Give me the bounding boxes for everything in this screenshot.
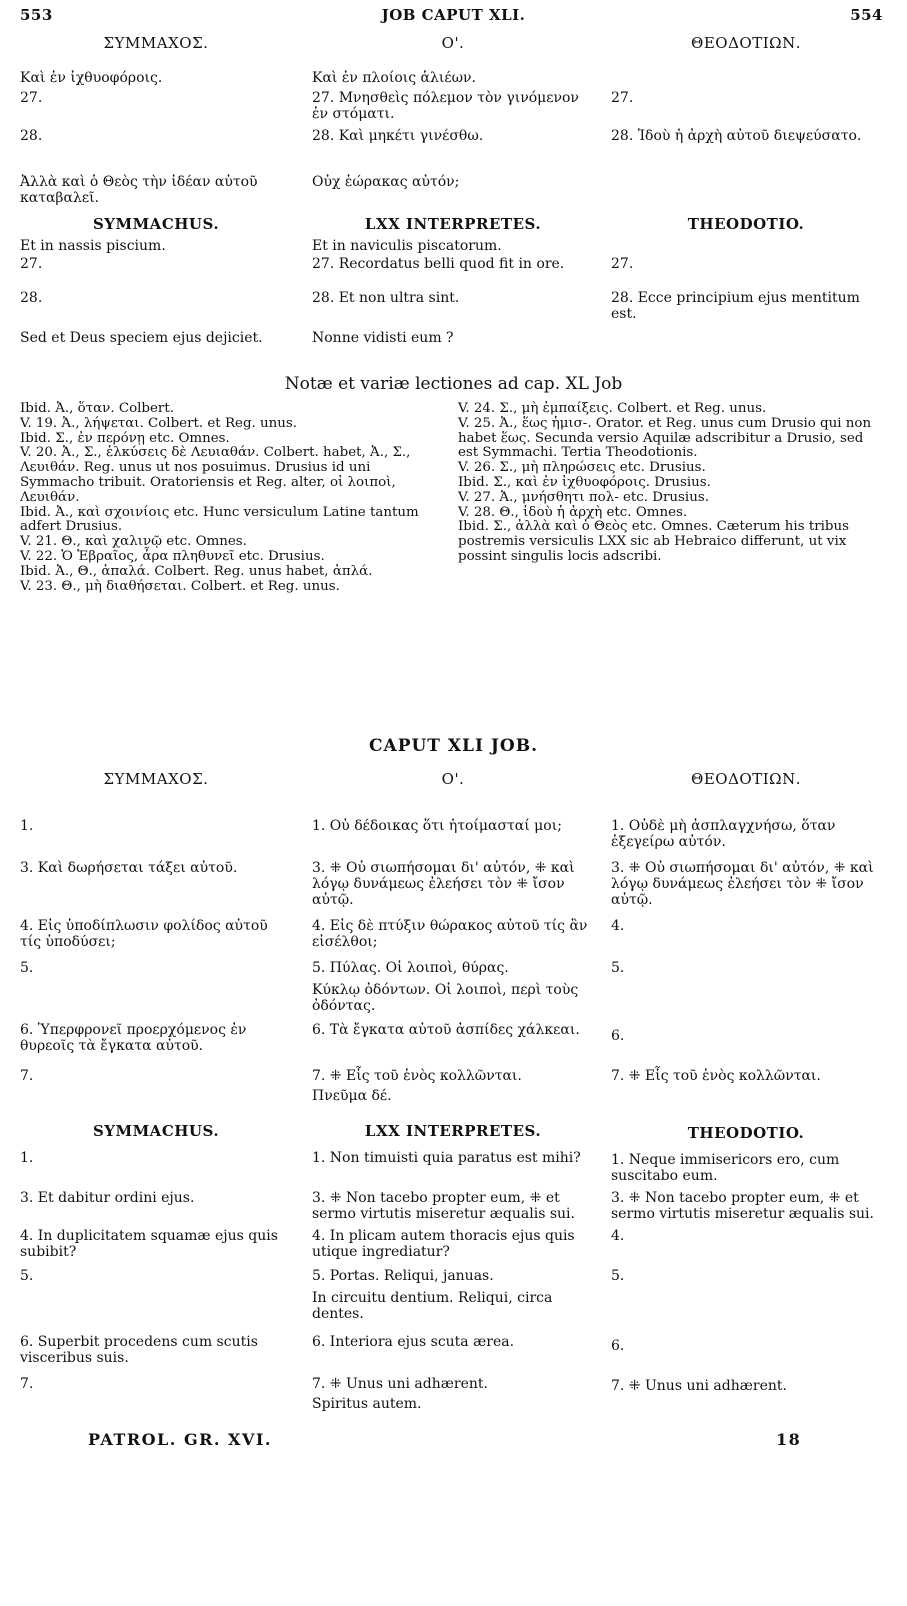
latin-verse: 7. [20, 1376, 34, 1392]
latin-verse: 27. [611, 256, 634, 272]
greek-verse: Καὶ ἐν πλοίοις ἁλιέων. [312, 70, 476, 86]
footer-sheet-number: 18 [776, 1430, 802, 1449]
latin-verse: Spiritus autem. [312, 1396, 422, 1412]
greek-verse: 27. [611, 90, 634, 106]
greek-verse: 7. ⁜ Εἷς τοῦ ἑνὸς κολλῶνται. [611, 1068, 821, 1084]
latin-verse: 4. [611, 1228, 625, 1244]
note-item: V. 27. Ἀ., μνήσθητι πολ- etc. Drusius. [458, 489, 709, 505]
greek-verse: 1. Οὐ δέδοικας ὅτι ἡτοίμασταί μοι; [312, 818, 562, 834]
latin-verse: 4. In plicam autem thoracis ejus quis utique ingrediatur? [312, 1228, 575, 1260]
latin-verse: 5. [611, 1268, 625, 1284]
greek-verse: 3. ⁜ Οὐ σιωπήσομαι δι' αὐτόν, ⁜ καὶ λόγῳ δυνάμεως ἐλεήσει τὸν ⁜ ἴσον αὐτῷ. [611, 860, 874, 908]
greek-verse: 4. [611, 918, 625, 934]
greek-verse: 27. [20, 90, 43, 106]
greek-verse: 5. [611, 960, 625, 976]
page-number-right: 554 [850, 6, 883, 24]
greek-verse: 3. ⁜ Οὐ σιωπήσομαι δι' αὐτόν, ⁜ καὶ λόγῳ δυνάμεως ἐλεήσει τὸν ⁜ ἴσον αὐτῷ. [312, 860, 575, 908]
latin-head-lxx: LXX INTERPRETES. [364, 215, 542, 233]
greek-verse: 28. Ἰδοὺ ἡ ἀρχὴ αὐτοῦ διεψεύσατο. [611, 128, 862, 144]
note-item: V. 19. Ἀ., λήψεται. Colbert. et Reg. unus. [20, 415, 298, 431]
latin-verse: 7. ⁜ Unus uni adhærent. [312, 1376, 488, 1392]
latin-verse: 4. In duplicitatem squamæ ejus quis subibit? [20, 1228, 278, 1260]
latin-verse: 28. [20, 290, 43, 306]
greek-verse: 1. [20, 818, 34, 834]
note-item: V. 28. Θ., ἰδοὺ ἡ ἀρχὴ etc. Omnes. [458, 504, 688, 520]
note-item: V. 26. Σ., μὴ πληρώσεις etc. Drusius. [458, 460, 706, 476]
notes-right-column [458, 402, 878, 565]
latin-verse: 27. Recordatus belli quod fit in ore. [312, 256, 565, 272]
note-item: Ibid. Σ., καὶ ἐν ἰχθυοφόροις. Drusius. [458, 474, 711, 490]
latin-verse: 6. [611, 1338, 625, 1354]
latin-verse: 3. ⁜ Non tacebo propter eum, ⁜ et sermo virtutis miseretur æqualis sui. [312, 1190, 575, 1222]
running-title: JOB CAPUT XLI. [381, 6, 526, 24]
note-item: Ibid. Ἀ., καὶ σχοινίοις etc. Hunc versiculum Latine tantum adfert Drusius. [20, 504, 419, 535]
note-item: Ibid. Σ., ἐν περόνῃ etc. Omnes. [20, 430, 230, 446]
greek-verse: 7. [20, 1068, 34, 1084]
greek-head-lxx: Ο'. [441, 34, 465, 52]
greek-verse: 4. Εἰς ὑποδίπλωσιν φολίδος αὐτοῦ τίς ὑποδύσει; [20, 918, 268, 950]
greek-verse: 27. Μνησθεὶς πόλεμον τὸν γινόμενον ἐν στόματι. [312, 90, 579, 122]
greek-verse: 6. Τὰ ἔγκατα αὐτοῦ ἀσπίδες χάλκεαι. [312, 1022, 580, 1038]
greek-verse: 6. [611, 1028, 625, 1044]
greek-verse: 4. Εἰς δὲ πτύξιν θώρακος αὐτοῦ τίς ἂν εἰσέλθοι; [312, 918, 588, 950]
page-number-left: 553 [20, 6, 53, 24]
note-item: V. 25. Ἀ., ἕως ἡμισ-. Orator. et Reg. unus cum Drusio qui non habet ἕως. Secunda versio Aquilæ adscribitur a Drusio, sed est Symmachi. Tertia Theodotionis. [458, 415, 872, 461]
greek-verse: 5. [20, 960, 34, 976]
latin-verse: 1. Non timuisti quia paratus est mihi? [312, 1150, 581, 1166]
latin-head-symmachus: SYMMACHUS. [92, 215, 220, 233]
note-item: Ibid. Ἀ., ὅταν. Colbert. [20, 401, 174, 416]
latin-verse: 28. Et non ultra sint. [312, 290, 460, 306]
latin-verse: In circuitu dentium. Reliqui, circa dentes. [312, 1290, 553, 1322]
latin-head-lxx: LXX INTERPRETES. [364, 1122, 542, 1140]
greek-head-symmachus: ΣΥΜΜΑΧΟΣ. [103, 770, 209, 788]
latin-verse: 5. Portas. Reliqui, januas. [312, 1268, 494, 1284]
latin-verse: Et in naviculis piscatorum. [312, 238, 502, 254]
latin-head-symmachus: SYMMACHUS. [92, 1122, 220, 1140]
note-item: V. 23. Θ., μὴ διαθήσεται. Colbert. et Reg. unus. [20, 578, 340, 594]
greek-verse: Ἀλλὰ καὶ ὁ Θεὸς τὴν ἰδέαν αὐτοῦ καταβαλεῖ. [20, 174, 258, 206]
latin-verse: Nonne vidisti eum ? [312, 330, 454, 346]
note-item: V. 24. Σ., μὴ ἐμπαίξεις. Colbert. et Reg. unus. [458, 401, 767, 416]
greek-head-lxx: Ο'. [441, 770, 465, 788]
latin-verse: 5. [20, 1268, 34, 1284]
greek-verse: Καὶ ἐν ἰχθυοφόροις. [20, 70, 163, 86]
latin-verse: 7. ⁜ Unus uni adhærent. [611, 1378, 787, 1394]
greek-verse: Οὐχ ἑώρακας αὐτόν; [312, 174, 460, 190]
greek-verse: Κύκλῳ ὀδόντων. Οἱ λοιποὶ, περὶ τοὺς ὀδόντας. [312, 982, 579, 1014]
greek-head-theodotion: ΘΕΟΔΟΤΙΩΝ. [691, 34, 801, 52]
caput-title: CAPUT XLI JOB. [368, 736, 539, 756]
note-item: V. 22. Ὁ Ἑβραῖος, ἆρα πληθυνεῖ etc. Drusius. [20, 548, 325, 564]
greek-verse: 5. Πύλας. Οἱ λοιποὶ, θύρας. [312, 960, 509, 976]
note-item: V. 20. Ἀ., Σ., ἑλκύσεις δὲ Λευιαθάν. Colbert. habet, Ἀ., Σ., Λευιθάν. Reg. unus ut nos posuimus. Drusius id uni Symmacho tribuit. Oratoriensis et Reg. alter, οἱ λοιποὶ, Λευιθάν. [20, 445, 411, 505]
latin-verse: Et in nassis piscium. [20, 238, 166, 254]
notes-left-column [20, 402, 438, 594]
latin-verse: 1. Neque immisericors ero, cum suscitabo eum. [611, 1152, 840, 1184]
latin-verse: 6. Interiora ejus scuta ærea. [312, 1334, 515, 1350]
latin-verse: 3. ⁜ Non tacebo propter eum, ⁜ et sermo virtutis miseretur æqualis sui. [611, 1190, 874, 1222]
greek-verse: Πνεῦμα δέ. [312, 1088, 392, 1104]
greek-head-symmachus: ΣΥΜΜΑΧΟΣ. [103, 34, 209, 52]
latin-verse: 6. Superbit procedens cum scutis visceribus suis. [20, 1334, 258, 1366]
greek-verse: 3. Καὶ δωρήσεται τάξει αὐτοῦ. [20, 860, 238, 876]
latin-head-theodotio: THEODOTIO. [687, 1124, 805, 1142]
greek-verse: 1. Οὐδὲ μὴ ἀσπλαγχνήσω, ὅταν ἐξεγείρω αὐτόν. [611, 818, 836, 850]
latin-verse: 28. Ecce principium ejus mentitum est. [611, 290, 860, 322]
greek-verse: 6. Ὑπερφρονεῖ προερχόμενος ἐν θυρεοῖς τὰ ἔγκατα αὐτοῦ. [20, 1022, 247, 1054]
greek-verse: 28. Καὶ μηκέτι γινέσθω. [312, 128, 484, 144]
latin-verse: 27. [20, 256, 43, 272]
note-item: Ibid. Ἀ., Θ., ἁπαλά. Colbert. Reg. unus habet, ἀπλά. [20, 563, 373, 579]
greek-verse: 28. [20, 128, 43, 144]
latin-verse: Sed et Deus speciem ejus dejiciet. [20, 330, 263, 346]
footer-signature: PATROL. GR. XVI. [88, 1430, 272, 1449]
greek-verse: 7. ⁜ Εἷς τοῦ ἑνὸς κολλῶνται. [312, 1068, 522, 1084]
latin-head-theodotio: THEODOTIO. [687, 215, 805, 233]
greek-head-theodotion: ΘΕΟΔΟΤΙΩΝ. [691, 770, 801, 788]
note-item: V. 21. Θ., καὶ χαλινῷ etc. Omnes. [20, 534, 247, 550]
note-item: Ibid. Σ., ἀλλὰ καὶ ὁ Θεὸς etc. Omnes. Cæterum his tribus postremis versiculis LXX sic ab Hebraico differunt, ut vix possint singulis locis adscribi. [458, 519, 849, 564]
latin-verse: 3. Et dabitur ordini ejus. [20, 1190, 195, 1206]
latin-verse: 1. [20, 1150, 34, 1166]
notes-title: Notæ et variæ lectiones ad cap. XL Job [284, 374, 623, 394]
